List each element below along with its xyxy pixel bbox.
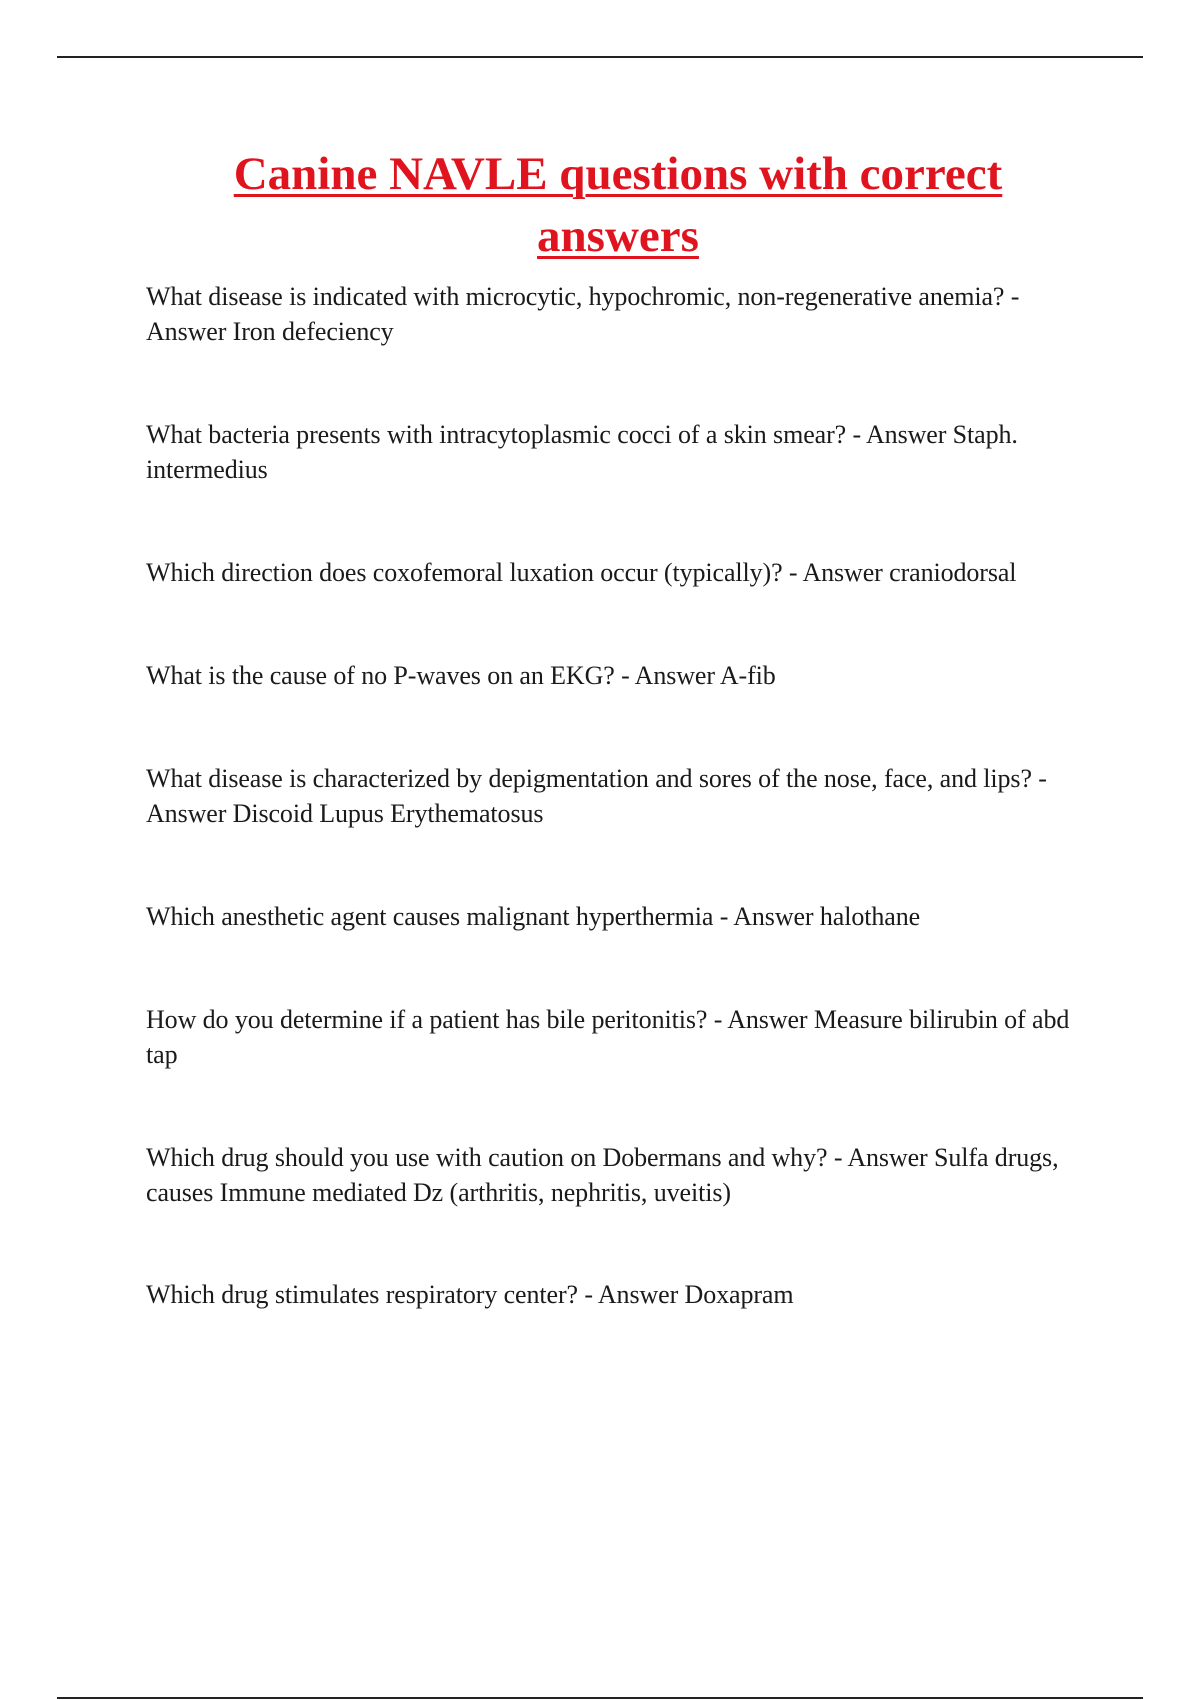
qa-item-1: What disease is indicated with microcytic, hypochromic, non-regenerative anemia? - Answer Iron defeciency	[146, 282, 1020, 346]
qa-item-4: What is the cause of no P-waves on an EKG? - Answer A-fib	[146, 661, 776, 690]
qa-item-5: What disease is characterized by depigmentation and sores of the nose, face, and lips? - Answer Discoid Lupus Erythematosus	[146, 764, 1047, 828]
qa-item-6: Which anesthetic agent causes malignant hyperthermia - Answer halothane	[146, 902, 921, 931]
qa-item-8: Which drug should you use with caution on Dobermans and why? - Answer Sulfa drugs, causes Immune mediated Dz (arthritis, nephritis, uveitis)	[146, 1143, 1059, 1207]
qa-list	[146, 279, 1096, 1312]
qa-item-7: How do you determine if a patient has bile peritonitis? - Answer Measure bilirubin of abd tap	[146, 1005, 1070, 1069]
qa-item-9: Which drug stimulates respiratory center? - Answer Doxapram	[146, 1280, 794, 1309]
qa-item-3: Which direction does coxofemoral luxation occur (typically)? - Answer craniodorsal	[146, 558, 1017, 587]
bottom-rule	[57, 1697, 1143, 1699]
top-rule	[57, 56, 1143, 58]
document-title: Canine NAVLE questions with correct answers	[233, 148, 1003, 262]
qa-item-2: What bacteria presents with intracytoplasmic cocci of a skin smear? - Answer Staph. intermedius	[146, 420, 1018, 484]
